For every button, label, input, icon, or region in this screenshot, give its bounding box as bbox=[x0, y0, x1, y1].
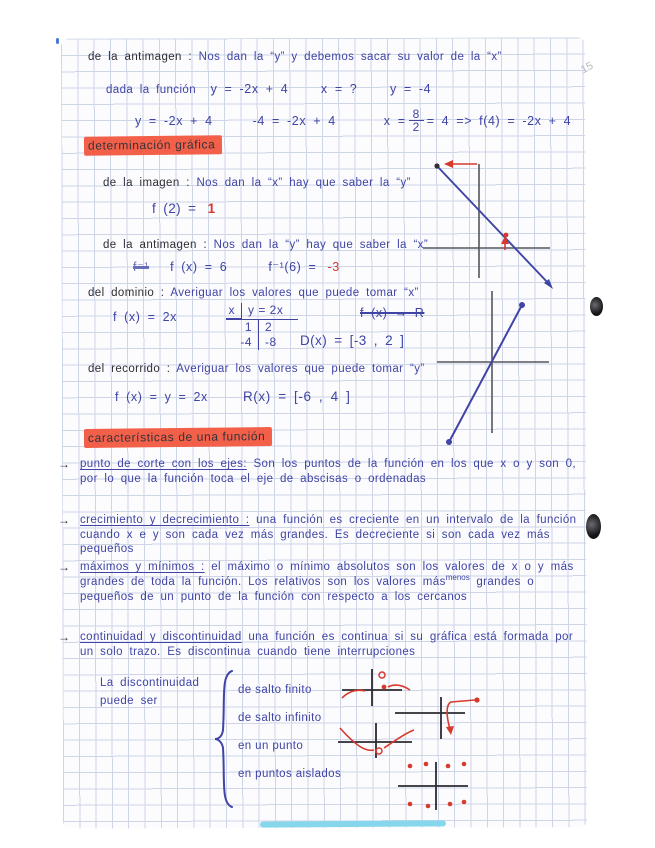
superscript-correction: menos bbox=[445, 572, 470, 582]
binder-hole bbox=[586, 514, 601, 539]
note-line-antiimage-def: de la antimagen : Nos dan la “y” y debemos sacar su valor de la “x” bbox=[88, 51, 502, 63]
note-line-inverse: f⁻¹ f (x) = 6 f⁻¹(6) = -3 bbox=[133, 260, 340, 274]
note-line-working: y = -2x + 4 -4 = -2x + 4 x = $\frac{8}{2}$ = 4 => f(4) = -2x + 4 bbox=[135, 107, 572, 134]
note-line-recorrido: del recorrido : Averiguar los valores que puede tomar “y” bbox=[88, 363, 425, 375]
highlighted-heading: determinación gráfica bbox=[84, 135, 223, 155]
note-line-dominio: del dominio : Averiguar los valores que puede tomar “x” bbox=[88, 287, 419, 299]
note-fx2x: f (x) = 2x bbox=[113, 310, 177, 324]
note-line-imagen: de la imagen : Nos dan la “x” hay que saber la “y” bbox=[103, 177, 411, 189]
bullet-maximos: → máximos y mínimos : el máximo o mínimo absolutos son los valores de x o y más grandes de toda la función. Los relativos son los valores más$^{menos}$ grandes o pequeños de un punto de la función con respecto a los cercanos bbox=[58, 560, 574, 603]
discontinuity-intro-line2: puede ser bbox=[100, 695, 158, 707]
note-line-given: dada la función y = -2x + 4 x = ? y = -4 bbox=[106, 82, 432, 96]
highlighted-heading: características de una función bbox=[84, 427, 273, 448]
term-label: de la antimagen : bbox=[88, 51, 193, 63]
bullet-crecimiento: → crecimiento y decrecimiento : una función es creciente en un intervalo de la función cuando x e y son cada vez más grandes. Es decreciente si son cada vez más pequeños bbox=[58, 513, 577, 555]
ink-speck bbox=[56, 38, 59, 44]
domain-result: D(x) = [-3 , 2 ] bbox=[300, 333, 405, 348]
tipo-salto-infinito: de salto infinito bbox=[238, 712, 322, 724]
arrow-icon: → bbox=[58, 457, 71, 471]
curly-brace bbox=[212, 668, 236, 810]
arrow-icon: → bbox=[58, 513, 71, 527]
sketch-puntos-aislados bbox=[396, 756, 474, 814]
note-line-f2: f (2) = 1 bbox=[152, 201, 216, 216]
tipo-salto-finito: de salto finito bbox=[238, 684, 312, 696]
crossed-out-fxr: f (x) → R bbox=[360, 306, 425, 320]
hand-drawn-graph-decreasing-line bbox=[413, 146, 563, 296]
arrow-icon: → bbox=[58, 560, 71, 574]
note-line-range: f (x) = y = 2x R(x) = [-6 , 4 ] bbox=[115, 389, 351, 404]
bullet-continuidad: → continuidad y discontinuidad una función es continua si su gráfica está formada por un solo trazo. Es discontinua cuando tiene interrupciones bbox=[58, 630, 574, 658]
crossed-out-scribble: f⁻¹ bbox=[133, 260, 150, 274]
table-row: -4 -8 bbox=[226, 335, 315, 350]
arrow-icon: → bbox=[58, 630, 71, 644]
pencil-margin-mark: 15 bbox=[578, 59, 596, 77]
tipo-en-un-punto: en un punto bbox=[238, 740, 304, 752]
fraction: $\frac{8}{2}$ bbox=[409, 108, 424, 133]
tipo-puntos-aislados: en puntos aislados bbox=[238, 768, 342, 780]
bullet-punto-corte: → punto de corte con los ejes: Son los puntos de la función en los que x o y son 0, por lo que la función toca el eje de abscisas o ordenadas bbox=[58, 457, 577, 485]
section-heading-determinacion bbox=[84, 136, 222, 155]
discontinuity-intro-line1: La discontinuidad bbox=[100, 677, 200, 689]
table-header: x y = 2x bbox=[226, 303, 298, 320]
binder-hole bbox=[590, 297, 603, 316]
note-line-antimagen2: de la antimagen : Nos dan la “y” hay que saber la “x” bbox=[103, 239, 429, 251]
table-row: 1 2 bbox=[226, 320, 315, 335]
section-heading-caracteristicas bbox=[84, 428, 272, 447]
hand-drawn-graph-increasing-segment bbox=[433, 283, 563, 445]
